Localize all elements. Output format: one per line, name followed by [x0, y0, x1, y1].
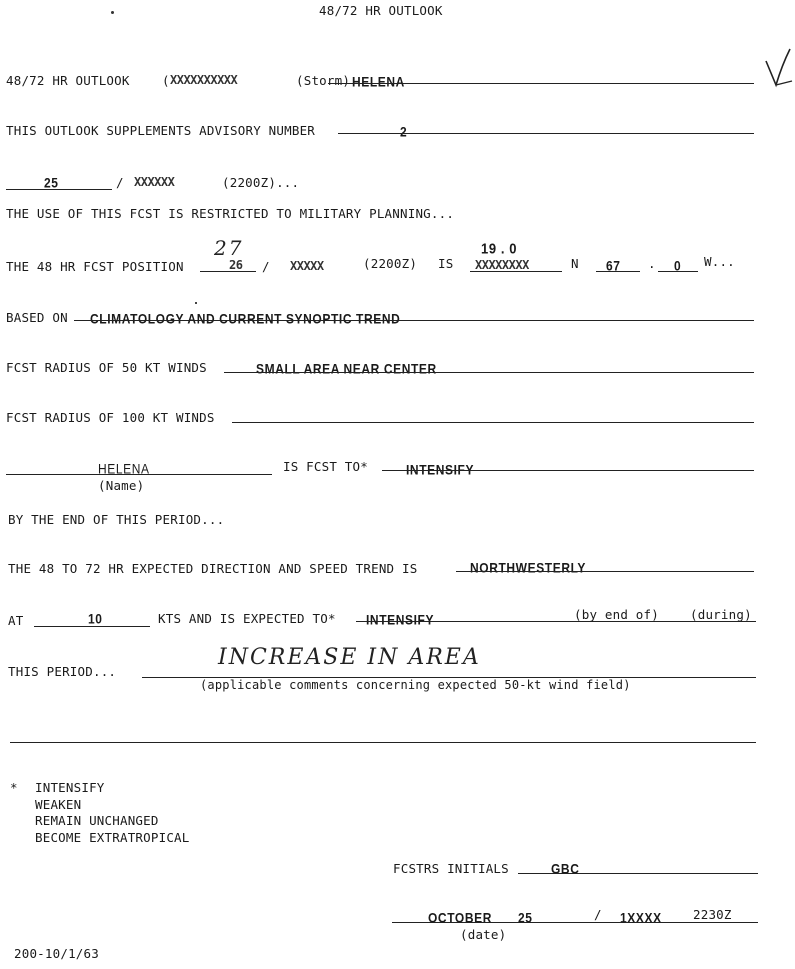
position-label: THE 48 HR FCST POSITION: [6, 259, 184, 274]
advisory-day[interactable]: 25: [44, 175, 59, 191]
initials-line: [518, 873, 758, 874]
period-text: BY THE END OF THIS PERIOD...: [8, 512, 225, 527]
date-month[interactable]: OCTOBER: [428, 910, 492, 926]
option-weaken: WEAKEN: [35, 797, 82, 812]
trend-line: [456, 571, 754, 572]
is-label: IS: [438, 256, 454, 271]
position-day-handwritten[interactable]: 27: [214, 236, 244, 260]
radius50-line: [224, 372, 754, 373]
date-caption: (date): [460, 927, 507, 942]
advisory-label: THIS OUTLOOK SUPPLEMENTS ADVISORY NUMBER: [6, 123, 316, 138]
date-line: [392, 922, 758, 923]
paren-open: (: [162, 73, 170, 88]
initials-label: FCSTRS INITIALS: [393, 861, 509, 876]
speck: [195, 302, 197, 304]
name-caption: (Name): [98, 478, 145, 493]
storm-name[interactable]: HELENA: [98, 461, 150, 477]
extra-comment-line: [10, 742, 756, 743]
option-become-extratropical: BECOME EXTRATROPICAL: [35, 830, 190, 845]
advisory-line: [338, 133, 754, 134]
longitude-min[interactable]: 0: [674, 258, 682, 274]
struck-text: XXXXX: [290, 259, 324, 273]
struck-text: XXXXXX: [134, 175, 175, 189]
speed-line: [34, 626, 150, 627]
storm-line: [328, 83, 754, 84]
w-label: W...: [704, 254, 735, 269]
speed-value[interactable]: 10: [88, 611, 103, 627]
based-on-line: [74, 320, 754, 321]
option-intensify: INTENSIFY: [35, 780, 105, 795]
during-option: (during): [690, 607, 752, 622]
advisory-number[interactable]: 2: [400, 124, 408, 140]
slash: /: [116, 175, 124, 190]
by-end-of-option: (by end of): [574, 607, 659, 622]
advisory-time: (2200Z)...: [222, 175, 300, 190]
storm-name[interactable]: HELENA: [352, 74, 405, 90]
fcst-to-value[interactable]: INTENSIFY: [406, 462, 475, 478]
page-title: 48/72 HR OUTLOOK: [319, 3, 443, 18]
struck-text: XXXXXXXX: [475, 258, 529, 272]
storm-label: (Storm): [296, 73, 351, 88]
radius50-value[interactable]: SMALL AREA NEAR CENTER: [256, 361, 437, 377]
n-label: N: [571, 256, 579, 271]
based-on-label: BASED ON: [6, 310, 68, 325]
position-day-line: [200, 271, 256, 272]
fcst-to-label: IS FCST TO*: [283, 459, 368, 474]
fcst-to-line: [382, 470, 754, 471]
radius50-label: FCST RADIUS OF 50 KT WINDS: [6, 360, 207, 375]
latitude-line: [470, 271, 562, 272]
position-time: (2200Z): [363, 256, 418, 271]
options-star: *: [10, 780, 18, 795]
checkmark-icon: [762, 45, 794, 95]
radius100-line: [232, 422, 754, 423]
date-day[interactable]: 25: [518, 910, 533, 926]
outlook-label: 48/72 HR OUTLOOK: [6, 73, 130, 88]
at-label: AT: [8, 613, 24, 628]
option-remain-unchanged: REMAIN UNCHANGED: [35, 813, 159, 828]
date-time: 2230Z: [693, 907, 732, 922]
trend-label: THE 48 TO 72 HR EXPECTED DIRECTION AND SPEED TREND IS: [8, 561, 418, 576]
radius100-label: FCST RADIUS OF 100 KT WINDS: [6, 410, 215, 425]
day-line: [6, 189, 112, 190]
struck-text: XXXXXXXXXX: [170, 73, 238, 87]
lon-min-line: [658, 271, 698, 272]
date-year[interactable]: 1XXXX: [620, 910, 662, 926]
slash: /: [594, 907, 602, 922]
dot: .: [648, 256, 656, 271]
handwritten-comment[interactable]: INCREASE IN AREA: [218, 645, 481, 670]
latitude[interactable]: 19 . 0: [481, 240, 518, 257]
expected-value[interactable]: INTENSIFY: [366, 612, 435, 628]
restriction-text: THE USE OF THIS FCST IS RESTRICTED TO MILITARY PLANNING...: [6, 206, 455, 221]
speck: [111, 11, 114, 14]
based-on-value[interactable]: CLIMATOLOGY AND CURRENT SYNOPTIC TREND: [90, 311, 401, 327]
trend-value[interactable]: NORTHWESTERLY: [470, 560, 587, 576]
initials-value[interactable]: GBC: [551, 861, 580, 877]
this-period-label: THIS PERIOD...: [8, 664, 117, 679]
lon-deg-line: [596, 271, 640, 272]
slash: /: [262, 259, 270, 274]
longitude-deg[interactable]: 67: [606, 258, 621, 274]
comment-caption: (applicable comments concerning expected 50-kt wind field): [200, 678, 631, 692]
struck-day: 26: [229, 258, 243, 272]
name-line: [6, 474, 272, 475]
expected-label: KTS AND IS EXPECTED TO*: [158, 611, 336, 626]
form-number: 200-10/1/63: [14, 946, 99, 961]
